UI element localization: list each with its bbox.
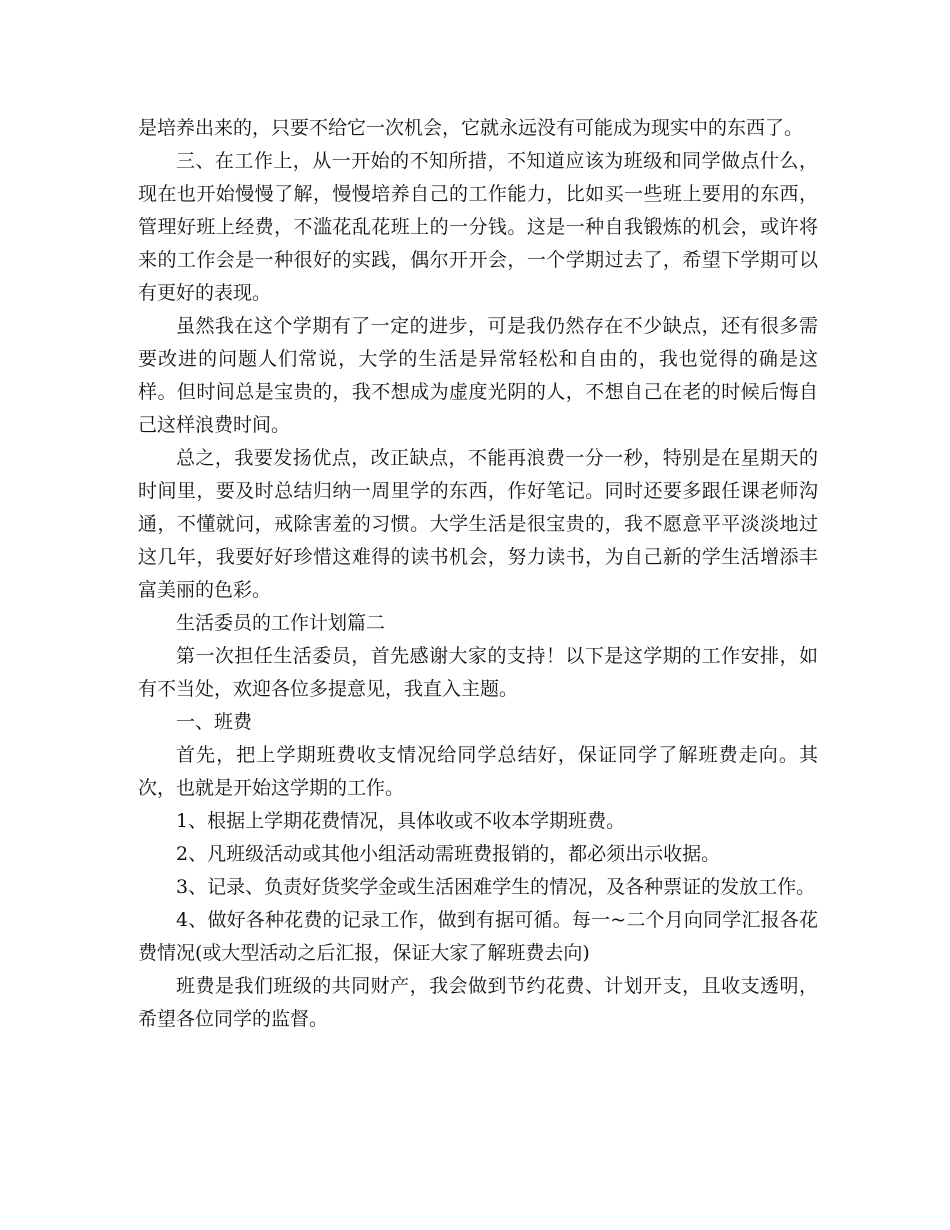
paragraph-fee-closing: 班费是我们班级的共同财产，我会做到节约花费、计划开支，且收支透明，希望各位同学的监督。 [138, 975, 818, 1030]
list-item-2: 2、凡班级活动或其他小组活动需班费报销的，都必须出示收据。 [176, 843, 721, 865]
list-item-3: 3、记录、负责好货奖学金或生活困难学生的情况，及各种票证的发放工作。 [176, 876, 816, 898]
section-heading-plan-two: 生活委员的工作计划篇二 [176, 612, 386, 634]
paragraph-shortcomings: 虽然我在这个学期有了一定的进步，可是我仍然存在不少缺点，还有很多需要改进的问题人们常说，大学的生活是异常轻松和自由的，我也觉得的确是这样。但时间总是宝贵的，我不想成为虚度光阴的人，不想自己在老的时候后悔自己这样浪费时间。 [138, 315, 818, 436]
subheading-class-fee: 一、班费 [176, 711, 253, 733]
paragraph-conclusion: 总之，我要发扬优点，改正缺点，不能再浪费一分一秒，特别是在星期天的时间里，要及时总结归纳一周里学的东西，作好笔记。同时还要多跟任课老师沟通，不懂就问，戒除害羞的习惯。大学生活是很宝贵的，我不愿意平平淡淡地过这几年，我要好好珍惜这难得的读书机会，努力读书，为自己新的学生活增添丰富美丽的色彩。 [138, 447, 818, 601]
paragraph-fee-summary: 首先，把上学期班费收支情况给同学总结好，保证同学了解班费走向。其次，也就是开始这学期的工作。 [138, 744, 818, 799]
paragraph-intro: 第一次担任生活委员，首先感谢大家的支持！以下是这学期的工作安排，如有不当处，欢迎各位多提意见，我直入主题。 [138, 645, 818, 700]
paragraph-work: 三、在工作上，从一开始的不知所措，不知道应该为班级和同学做点什么，现在也开始慢慢了解，慢慢培养自己的工作能力，比如买一些班上要用的东西，管理好班上经费，不滥花乱花班上的一分钱。这是一种自我锻炼的机会，或许将来的工作会是一种很好的实践，偶尔开开会，一个学期过去了，希望下学期可以有更好的表现。 [138, 150, 818, 304]
list-item-1: 1、根据上学期花费情况，具体收或不收本学期班费。 [176, 810, 626, 832]
list-item-4: 4、做好各种花费的记录工作，做到有据可循。每一~二个月向同学汇报各花费情况(或大型活动之后汇报，保证大家了解班费去向) [138, 909, 818, 964]
document-body [138, 112, 818, 1036]
paragraph-continuation: 是培养出来的，只要不给它一次机会，它就永远没有可能成为现实中的东西了。 [138, 117, 804, 139]
